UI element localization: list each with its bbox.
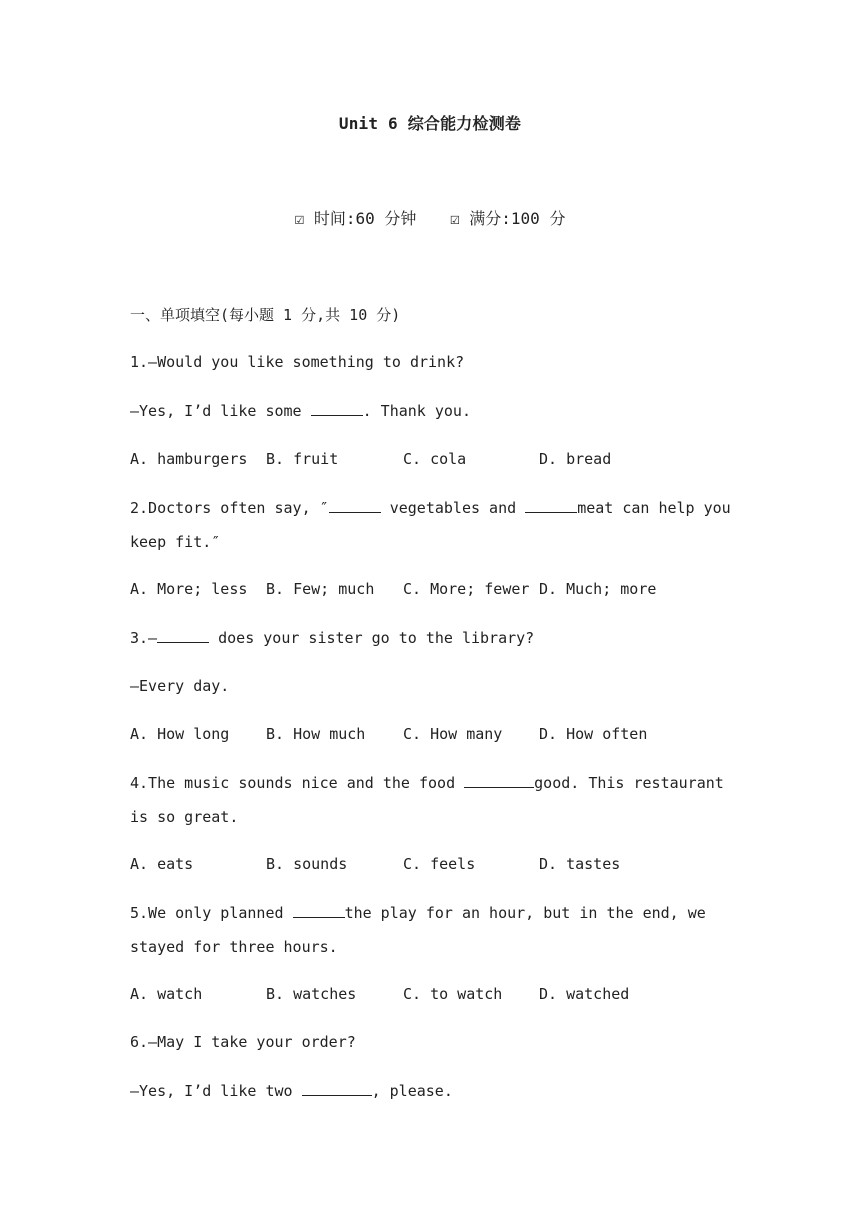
question-3-answer-line: —Every day. [130,677,230,695]
time-label: 时间:60 分钟 [313,209,417,228]
question-1-options [130,450,740,468]
option-d: D. How often [539,725,648,743]
option-c: C. feels [403,855,476,873]
time-info [295,206,417,229]
question-6-answer-line: —Yes, I’d like two , please. [130,1082,453,1100]
option-d: D. bread [539,450,612,468]
section-heading: 一、单项填空(每小题 1 分,共 10 分) [130,306,401,324]
option-c: C. More; fewer [403,580,530,598]
question-4-options [130,855,740,873]
question-5-options [130,985,740,1003]
option-b: B. Few; much [266,580,375,598]
answer-blank [525,498,577,513]
option-a: A. hamburgers [130,450,248,468]
question-1-prompt: 1.—Would you like something to drink? [130,353,465,371]
option-c: C. How many [403,725,503,743]
score-label: 满分:100 分 [469,209,566,228]
answer-blank [157,628,209,643]
checkbox-icon: ☑ [294,209,305,228]
option-c: C. to watch [403,985,503,1003]
option-a: A. eats [130,855,194,873]
question-3-prompt: 3.— does your sister go to the library? [130,629,535,647]
page-title: Unit 6 综合能力检测卷 [338,114,522,133]
option-a: A. watch [130,985,203,1003]
option-a: A. How long [130,725,230,743]
option-b: B. watches [266,985,357,1003]
option-d: D. watched [539,985,630,1003]
answer-blank [311,401,363,416]
option-b: B. sounds [266,855,348,873]
answer-blank [293,903,345,918]
exam-meta [0,206,860,229]
question-2-options [130,580,740,598]
option-d: D. Much; more [539,580,657,598]
question-1-answer-line: —Yes, I’d like some . Thank you. [130,402,471,420]
answer-blank [464,773,534,788]
option-a: A. More; less [130,580,248,598]
option-b: B. How much [266,725,366,743]
option-d: D. tastes [539,855,621,873]
question-3-options [130,725,740,743]
answer-blank [302,1081,372,1096]
question-5-prompt: 5.We only planned the play for an hour, but in the end, we stayed for three hours. [130,904,706,956]
option-b: B. fruit [266,450,339,468]
option-c: C. cola [403,450,467,468]
answer-blank [329,498,381,513]
checkbox-icon: ☑ [450,209,460,228]
score-info [450,206,565,229]
question-6-prompt: 6.—May I take your order? [130,1033,356,1051]
question-4-prompt: 4.The music sounds nice and the food good. This restaurant is so great. [130,774,724,826]
question-2-prompt: 2.Doctors often say, ″ vegetables and meat can help you keep fit.″ [130,499,731,551]
